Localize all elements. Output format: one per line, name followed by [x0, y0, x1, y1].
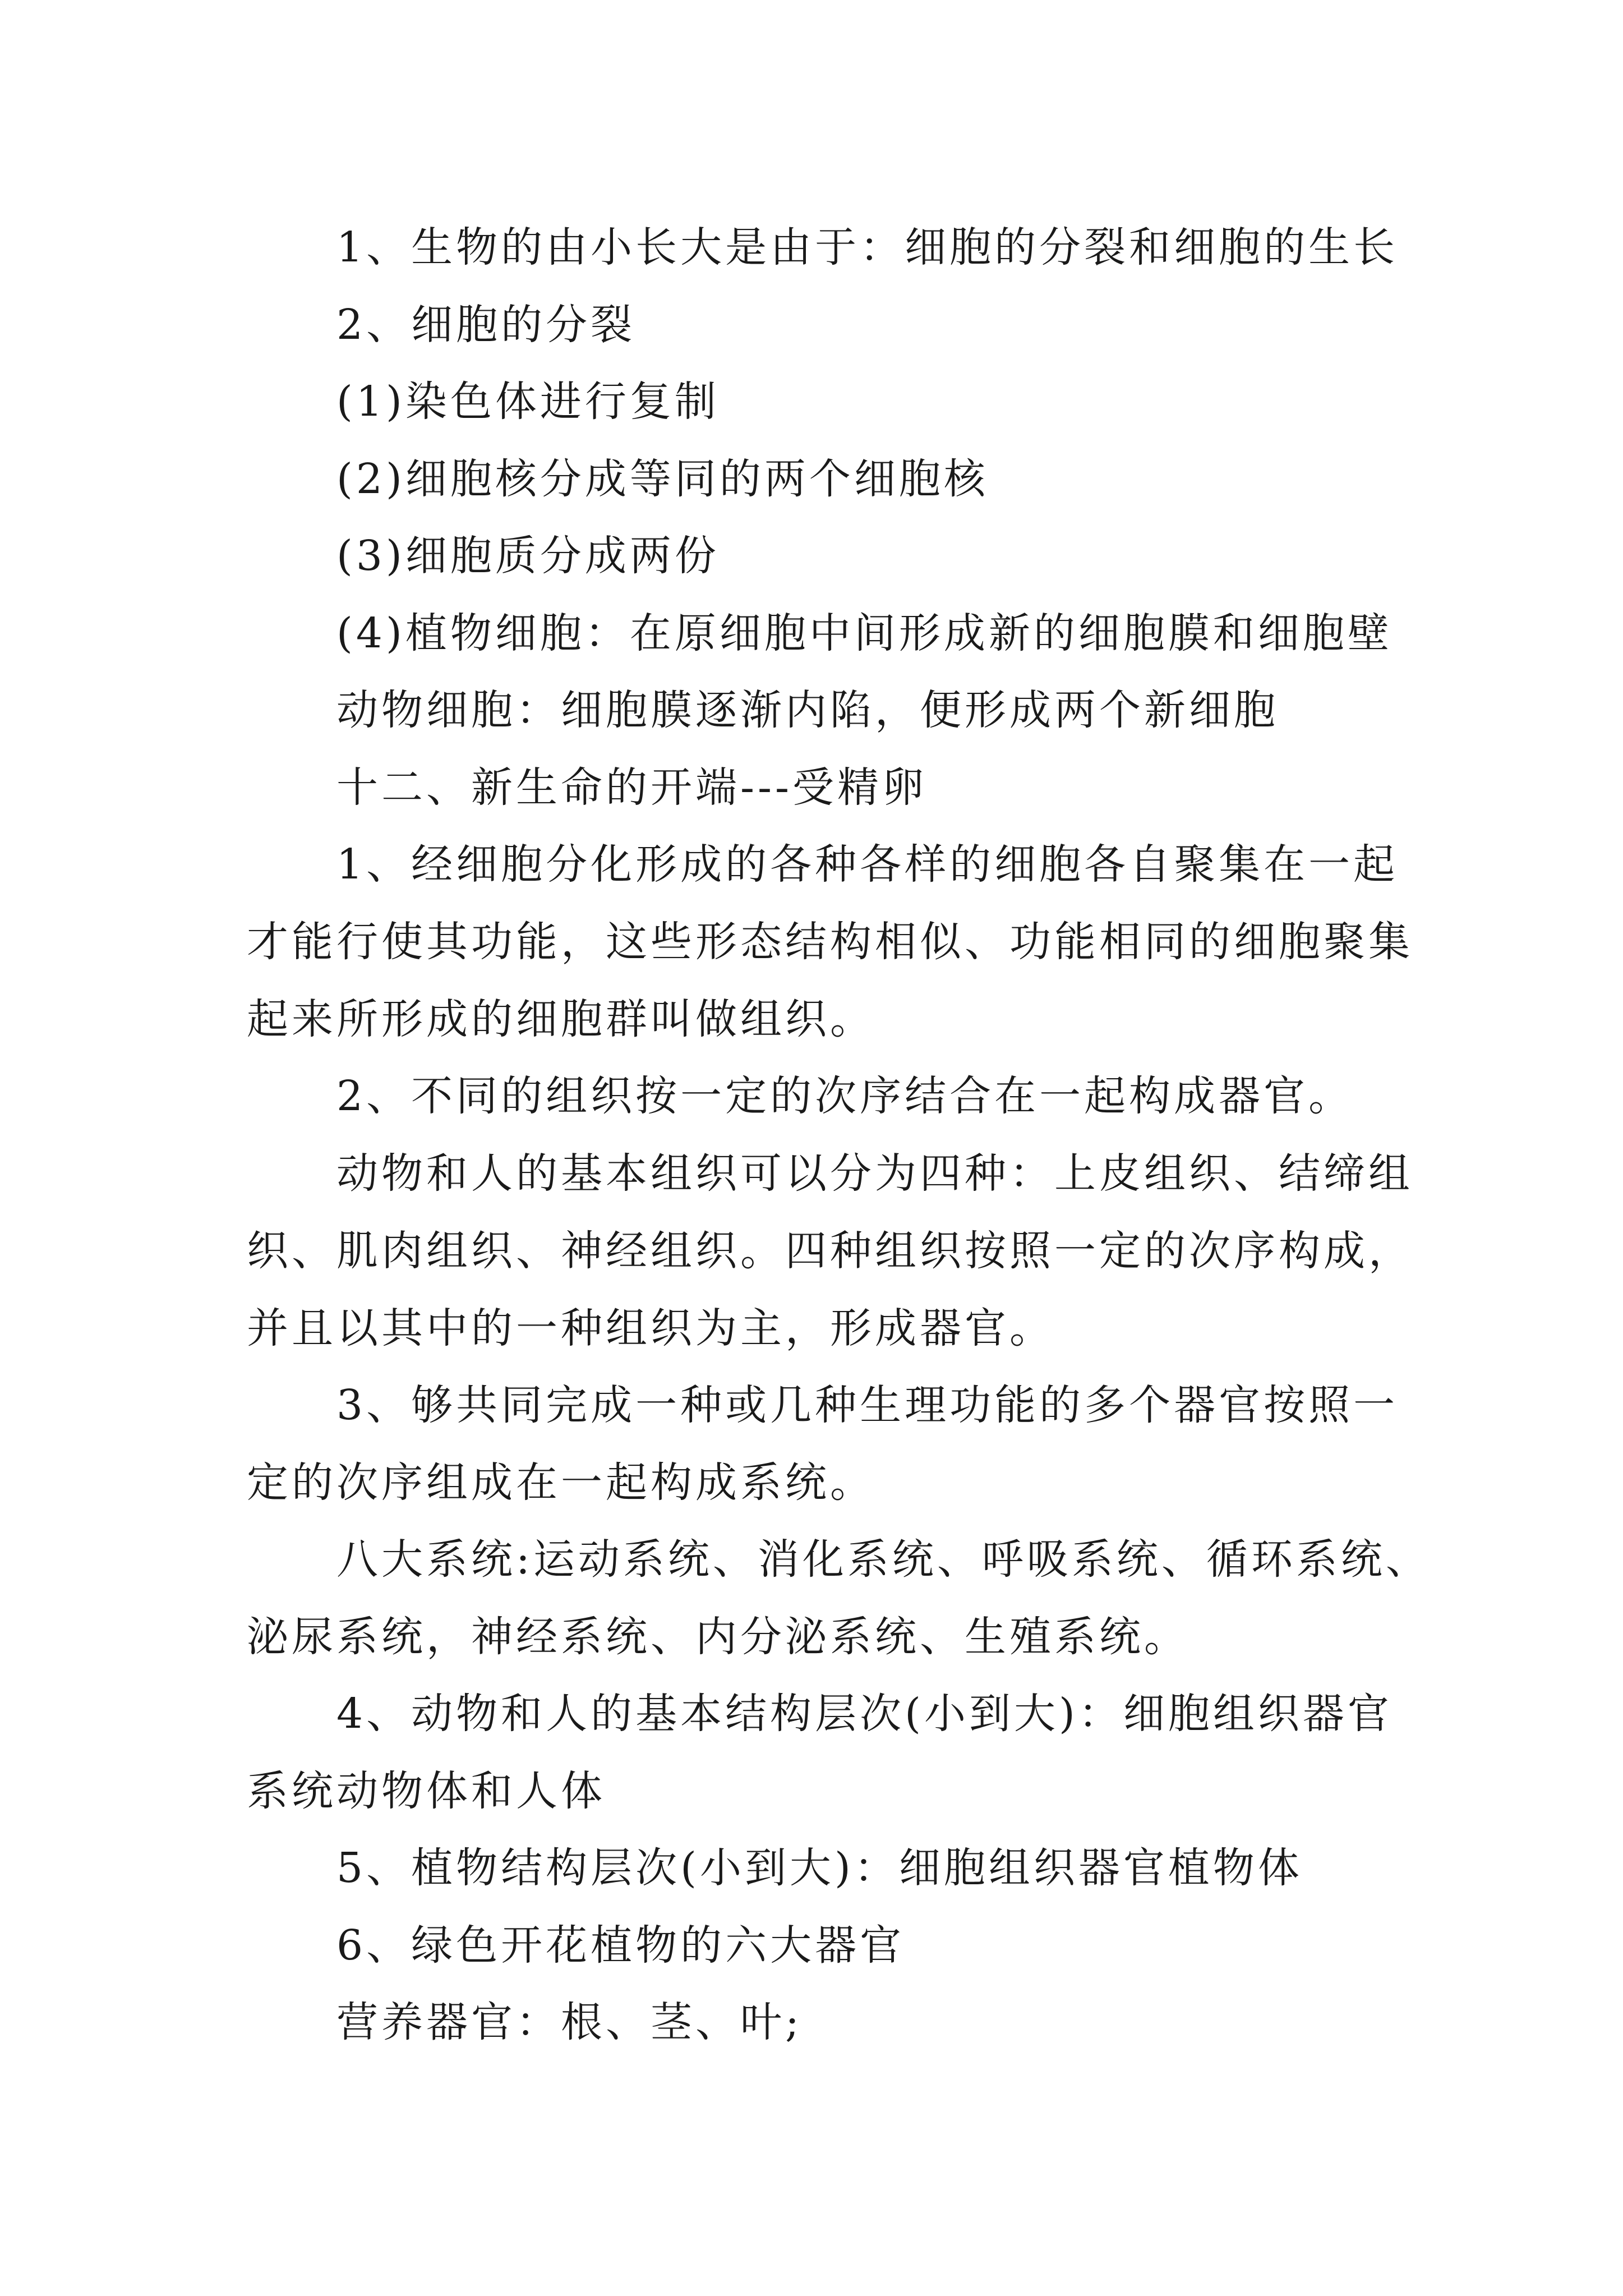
text-line: (2)细胞核分成等同的两个细胞核	[336, 455, 989, 503]
paragraph	[247, 1521, 1431, 1676]
paragraph	[247, 517, 1391, 595]
text-line: 十二、新生命的开端---受精卵	[336, 763, 928, 812]
paragraph	[247, 440, 1391, 518]
paragraph	[247, 1829, 1391, 1907]
text-line: 泌尿系统，神经系统、内分泌系统、生殖系统。	[247, 1613, 1189, 1661]
section-heading	[247, 749, 1391, 826]
text-line: 6、绿色开花植物的六大器官	[336, 1921, 905, 1970]
text-line: 动物细胞：细胞膜逐渐内陷，便形成两个新细胞	[336, 686, 1279, 734]
paragraph	[247, 1366, 1399, 1521]
text-line: 1、生物的由小长大是由于：细胞的分裂和细胞的生长	[336, 223, 1399, 272]
text-line: 动物和人的基本组织可以分为四种：上皮组织、结缔组	[336, 1149, 1413, 1198]
paragraph	[247, 209, 1399, 286]
text-line: 4、动物和人的基本结构层次(小到大)：细胞组织器官	[336, 1690, 1393, 1738]
paragraph	[247, 1135, 1413, 1367]
paragraph	[247, 286, 1391, 364]
paragraph	[247, 595, 1391, 672]
paragraph	[247, 363, 1391, 440]
text-line: (3)细胞质分成两份	[336, 532, 720, 580]
text-line: 八大系统:运动系统、消化系统、呼吸系统、循环系统、	[336, 1535, 1431, 1584]
text-line: 营养器官：根、茎、叶;	[336, 1998, 803, 2046]
text-line: 1、经细胞分化形成的各种各样的细胞各自聚集在一起	[336, 840, 1399, 889]
text-line: 织、肌肉组织、神经组织。四种组织按照一定的次序构成，	[247, 1227, 1413, 1275]
text-line: 2、细胞的分裂	[336, 301, 636, 349]
paragraph	[247, 1675, 1391, 1830]
text-line: 2、不同的组织按一定的次序结合在一起构成器官。	[336, 1072, 1354, 1120]
text-line: 并且以其中的一种组织为主，形成器官。	[247, 1304, 1054, 1352]
text-line: 定的次序组成在一起构成系统。	[247, 1458, 875, 1507]
text-line: 5、植物结构层次(小到大)：细胞组织器官植物体	[336, 1844, 1303, 1892]
text-line: 3、够共同完成一种或几种生理功能的多个器官按照一	[336, 1381, 1399, 1429]
text-line: (1)染色体进行复制	[336, 378, 720, 426]
paragraph	[247, 1984, 1391, 2061]
text-line: (4)植物细胞：在原细胞中间形成新的细胞膜和细胞壁	[336, 609, 1393, 657]
text-line: 才能行使其功能，这些形态结构相似、功能相同的细胞聚集	[247, 918, 1413, 966]
paragraph	[247, 1907, 1391, 1984]
paragraph	[247, 826, 1413, 1058]
text-line: 起来所形成的细胞群叫做组织。	[247, 995, 875, 1043]
paragraph	[247, 671, 1391, 749]
paragraph	[247, 1057, 1391, 1135]
text-line: 系统动物体和人体	[247, 1767, 606, 1815]
